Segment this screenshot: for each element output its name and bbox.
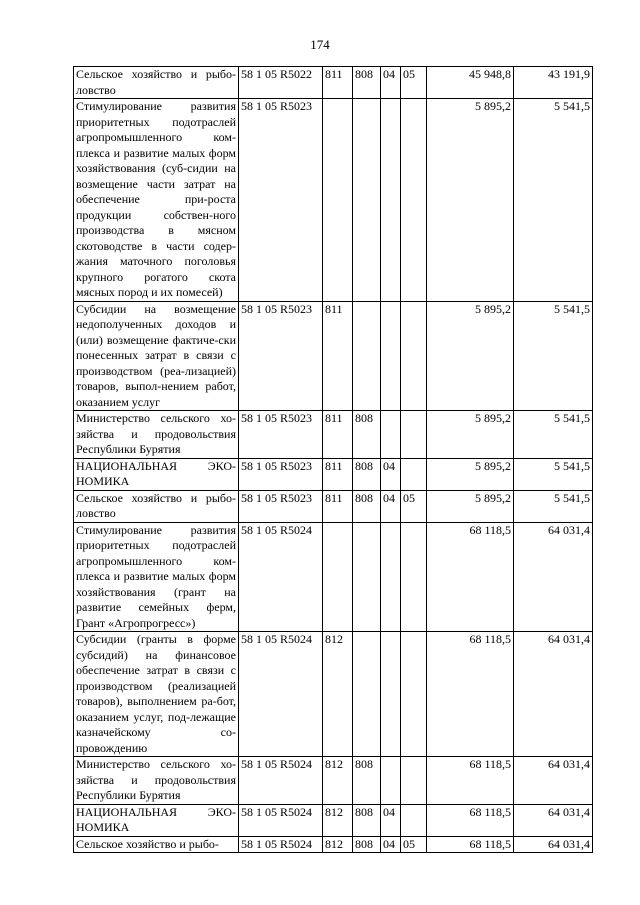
row-grbs	[323, 522, 353, 632]
row-amount-2: 64 031,4	[514, 632, 593, 757]
row-amount-1: 45 948,8	[427, 67, 514, 99]
row-sec: 808	[353, 411, 381, 459]
row-amount-2: 5 541,5	[514, 301, 593, 411]
row-grbs: 812	[323, 632, 353, 757]
row-rz	[381, 522, 401, 632]
row-pr: 05	[401, 67, 427, 99]
row-amount-2: 5 541,5	[514, 411, 593, 459]
row-code: 58 1 05 R5024	[239, 632, 323, 757]
row-amount-1: 5 895,2	[427, 490, 514, 522]
row-code: 58 1 05 R5023	[239, 411, 323, 459]
table-row	[74, 458, 593, 490]
row-amount-2: 43 191,9	[514, 67, 593, 99]
row-code: 58 1 05 R5022	[239, 67, 323, 99]
table-row	[74, 411, 593, 459]
row-amount-2: 64 031,4	[514, 836, 593, 853]
row-amount-2: 64 031,4	[514, 804, 593, 836]
row-amount-2: 5 541,5	[514, 458, 593, 490]
row-sec: 808	[353, 836, 381, 853]
row-amount-1: 68 118,5	[427, 836, 514, 853]
row-code: 58 1 05 R5023	[239, 99, 323, 302]
row-pr	[401, 757, 427, 805]
row-rz	[381, 411, 401, 459]
row-amount-1: 68 118,5	[427, 522, 514, 632]
row-amount-1: 5 895,2	[427, 458, 514, 490]
row-sec: 808	[353, 757, 381, 805]
page-number: 174	[310, 37, 330, 52]
row-pr	[401, 301, 427, 411]
row-grbs	[323, 99, 353, 302]
row-rz: 04	[381, 67, 401, 99]
row-rz	[381, 301, 401, 411]
row-rz: 04	[381, 490, 401, 522]
row-name: НАЦИОНАЛЬНАЯ ЭКО-НОМИКА	[74, 458, 239, 490]
row-name: Субсидии на возмещение недополученных доходов и (или) возмещение фактиче-ски понесенных затрат в связи с производством (реа-лизацией) товаров, выпол-нением работ, оказанием услуг	[74, 301, 239, 411]
row-rz: 04	[381, 836, 401, 853]
row-name: Министерство сельского хо-зяйства и продовольствия Республики Бурятия	[74, 411, 239, 459]
table-row	[74, 632, 593, 757]
row-rz	[381, 632, 401, 757]
row-pr	[401, 804, 427, 836]
row-pr	[401, 632, 427, 757]
row-name: НАЦИОНАЛЬНАЯ ЭКО-НОМИКА	[74, 804, 239, 836]
row-sec	[353, 522, 381, 632]
row-grbs: 812	[323, 836, 353, 853]
row-amount-1: 5 895,2	[427, 411, 514, 459]
row-amount-1: 68 118,5	[427, 632, 514, 757]
row-code: 58 1 05 R5023	[239, 490, 323, 522]
row-grbs: 812	[323, 804, 353, 836]
row-amount-1: 5 895,2	[427, 301, 514, 411]
row-grbs: 811	[323, 67, 353, 99]
row-sec: 808	[353, 458, 381, 490]
row-rz	[381, 99, 401, 302]
row-amount-2: 5 541,5	[514, 99, 593, 302]
row-sec	[353, 632, 381, 757]
row-grbs: 811	[323, 458, 353, 490]
row-sec	[353, 99, 381, 302]
row-pr	[401, 522, 427, 632]
table-row	[74, 99, 593, 302]
row-pr	[401, 99, 427, 302]
row-sec: 808	[353, 804, 381, 836]
row-pr	[401, 411, 427, 459]
table-row	[74, 301, 593, 411]
table-row	[74, 522, 593, 632]
row-name: Сельское хозяйство и рыбо-ловство	[74, 67, 239, 99]
row-amount-2: 5 541,5	[514, 490, 593, 522]
row-code: 58 1 05 R5023	[239, 458, 323, 490]
budget-table	[73, 66, 593, 853]
row-name: Стимулирование развития приоритетных подотраслей агропромышленного ком-плекса и развитие малых форм хозяйствования (грант на развитие семейных ферм, Грант «Агропрогресс»)	[74, 522, 239, 632]
table-row	[74, 804, 593, 836]
row-pr: 05	[401, 836, 427, 853]
row-rz: 04	[381, 458, 401, 490]
row-sec: 808	[353, 67, 381, 99]
row-amount-2: 64 031,4	[514, 757, 593, 805]
row-code: 58 1 05 R5024	[239, 804, 323, 836]
row-sec	[353, 301, 381, 411]
table-row	[74, 757, 593, 805]
row-code: 58 1 05 R5024	[239, 757, 323, 805]
row-code: 58 1 05 R5024	[239, 522, 323, 632]
row-pr	[401, 458, 427, 490]
row-pr: 05	[401, 490, 427, 522]
table-row	[74, 836, 593, 853]
row-name: Субсидии (гранты в форме субсидий) на финансовое обеспечение затрат в связи с производством (реализацией товаров), выполнением ра-бот, оказанием услуг, под-лежащие казначейскому со-провождению	[74, 632, 239, 757]
table-row	[74, 490, 593, 522]
row-name: Сельское хозяйство и рыбо-ловство	[74, 490, 239, 522]
row-name: Стимулирование развития приоритетных подотраслей агропромышленного ком-плекса и развитие малых форм хозяйствования (суб-сидии на возмещение части затрат на обеспечение при-роста продукции собствен-ного производства в мясном скотоводстве в части содер-жания маточного поголовья крупного рогатого скота мясных пород и их помесей)	[74, 99, 239, 302]
row-name: Министерство сельского хо-зяйства и продовольствия Республики Бурятия	[74, 757, 239, 805]
row-grbs: 811	[323, 411, 353, 459]
row-grbs: 812	[323, 757, 353, 805]
row-grbs: 811	[323, 490, 353, 522]
row-rz	[381, 757, 401, 805]
row-code: 58 1 05 R5024	[239, 836, 323, 853]
row-amount-2: 64 031,4	[514, 522, 593, 632]
row-rz: 04	[381, 804, 401, 836]
table-row	[74, 67, 593, 99]
row-amount-1: 68 118,5	[427, 757, 514, 805]
row-amount-1: 5 895,2	[427, 99, 514, 302]
row-grbs: 811	[323, 301, 353, 411]
row-amount-1: 68 118,5	[427, 804, 514, 836]
row-code: 58 1 05 R5023	[239, 301, 323, 411]
row-name: Сельское хозяйство и рыбо-	[74, 836, 239, 853]
row-sec: 808	[353, 490, 381, 522]
